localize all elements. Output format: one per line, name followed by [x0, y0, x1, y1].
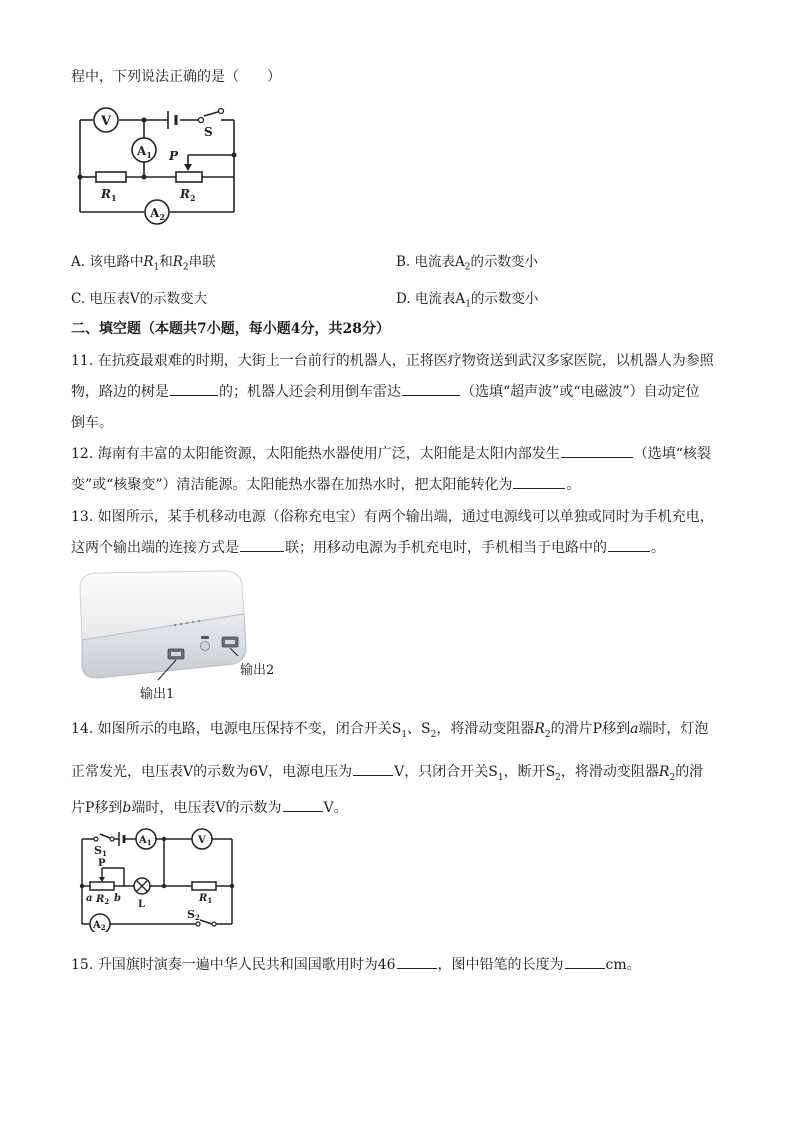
svg-text:S1: S1 — [94, 844, 107, 858]
q13-blank1[interactable] — [240, 539, 284, 552]
svg-text:R2: $R_2$ — [180, 187, 196, 203]
q11-line1: 11. 在抗疫最艰难的时期，大街上一台前行的机器人，正将医疗物资送到武汉多家医院，以机器人为参照 — [71, 353, 714, 369]
q14-line1: 14. 如图所示的电路，电源电压保持不变，闭合开关$S_1$、$S_2$，将滑动变阻器$R_2$的滑片P移到a端时，灯泡 — [71, 721, 709, 740]
q14-blank1[interactable] — [353, 763, 393, 776]
svg-text:P: P — [169, 149, 179, 163]
q12-blank2[interactable] — [513, 476, 565, 489]
q15-blank2[interactable] — [565, 956, 605, 969]
q11-blank1[interactable] — [170, 383, 218, 396]
svg-text:V: V — [198, 835, 206, 846]
option-b[interactable]: B. 电流表$A_2$的示数变小 — [396, 254, 538, 273]
q11-line2: 物，路边的树是 的；机器人还会利用倒车雷达 （选填“超声波”或“电磁波”）自动定位 — [71, 384, 700, 400]
q12-line2: 变”或“核聚变”）清洁能源。太阳能热水器在加热水时，把太阳能转化为 。 — [71, 477, 581, 493]
option-a[interactable]: A. 该电路中$R_1$和$R_2$串联 — [71, 254, 216, 273]
svg-text:b: b — [114, 893, 121, 904]
q15-line1: 15. 升国旗时演奏一遍中华人民共和国国歌用时为46 ，图中铅笔的长度为 cm。 — [71, 957, 641, 973]
q12-line1: 12. 海南有丰富的太阳能资源，太阳能热水器使用广泛，太阳能是太阳内部发生 （选填“核裂 — [71, 446, 711, 462]
option-c[interactable]: C. 电压表V的示数变大 — [71, 291, 208, 307]
svg-text:L: L — [138, 899, 146, 910]
section-title: 二、填空题（本题共7小题，每小题4分，共28分） — [71, 321, 390, 337]
svg-text:A1: $A_1$ — [137, 144, 152, 160]
q11-blank2[interactable] — [402, 383, 460, 396]
svg-text:S: S — [204, 125, 213, 139]
svg-text:R1: $R_1$ — [199, 893, 213, 905]
q12-blank1[interactable] — [561, 445, 633, 458]
q13-line1: 13. 如图所示，某手机移动电源（俗称充电宝）有两个输出端，通过电源线可以单独或同时为手机充电， — [71, 509, 714, 525]
q13-blank2[interactable] — [608, 539, 650, 552]
label-output-2: 输出2 — [240, 663, 275, 678]
power-bank-image — [74, 568, 284, 703]
q14-circuit-diagram — [76, 826, 242, 932]
svg-text:A2: $A_2$ — [150, 206, 165, 222]
q14-blank2[interactable] — [283, 799, 323, 812]
svg-text:a: a — [86, 893, 93, 904]
svg-text:A1: $A_1$ — [139, 835, 152, 847]
label-output-1: 输出1 — [140, 687, 175, 702]
q10-circuit-diagram — [76, 100, 246, 225]
q11-line3: 倒车。 — [71, 415, 113, 431]
svg-text:V: V — [101, 114, 112, 129]
q10-lead: 程中，下列说法正确的是（ ） — [71, 69, 281, 85]
q15-blank1[interactable] — [397, 956, 437, 969]
q13-line2: 这两个输出端的连接方式是 联；用移动电源为手机充电时，手机相当于电路中的 。 — [71, 540, 665, 556]
svg-text:A2: $A_2$ — [93, 920, 106, 932]
svg-text:P: P — [98, 858, 106, 869]
q14-line3: 片P移到b端时，电压表V的示数为 V。 — [71, 800, 348, 816]
q14-line2: 正常发光，电压表V的示数为6V，电源电压为 V，只闭合开关$S_1$，断开$S_2$，将滑动变阻器$R_2$的滑 — [71, 764, 704, 783]
option-d[interactable]: D. 电流表$A_1$的示数变小 — [396, 291, 539, 310]
svg-text:R1: $R_1$ — [101, 187, 117, 203]
svg-text:R2: $R_2$ — [96, 894, 110, 906]
svg-text:S2: S2 — [187, 908, 200, 922]
